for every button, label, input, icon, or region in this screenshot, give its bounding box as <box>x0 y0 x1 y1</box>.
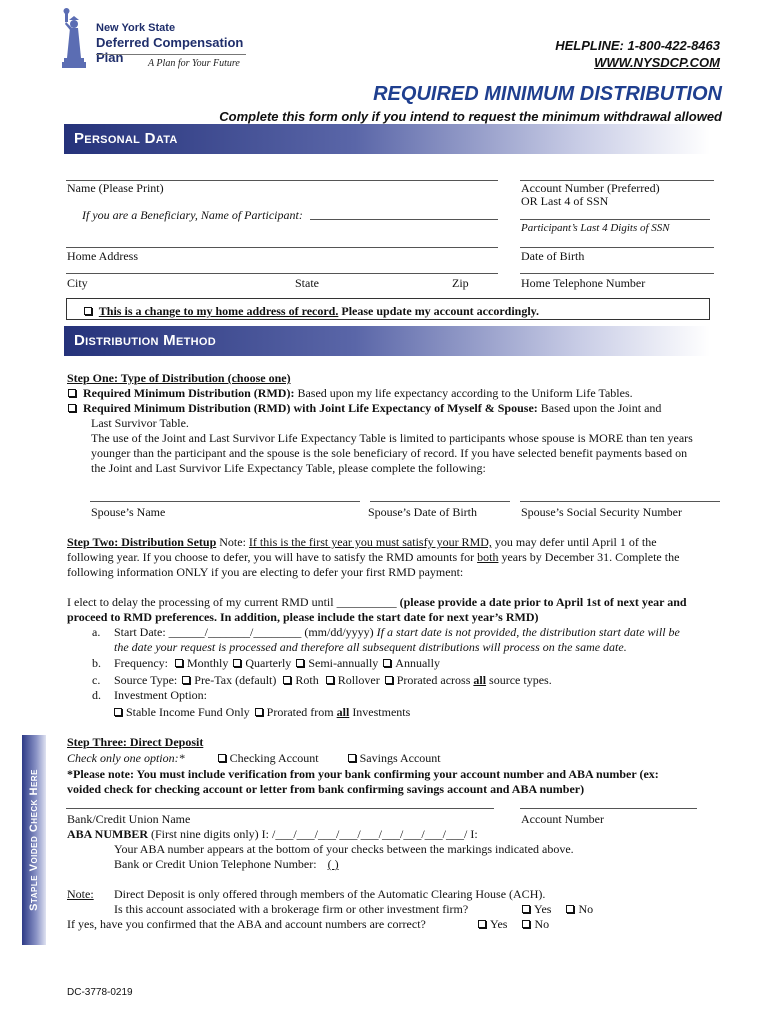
delay-text: I elect to delay the processing of my current RMD until <box>67 595 334 609</box>
brokerage-no-label: No <box>578 902 594 916</box>
rmd-option-desc: Based upon my life expectancy according to the Uniform Life Tables. <box>297 386 633 400</box>
aba-confirm-yes-label: Yes <box>490 917 508 931</box>
form-instruction: Complete this form only if you intend to request the minimum withdrawal allowed <box>219 109 722 124</box>
logo-divider <box>96 54 246 55</box>
bank-account-field[interactable] <box>520 808 697 809</box>
address-change-text: This is a change to my home address of record. <box>98 304 339 318</box>
address-change-checkbox[interactable] <box>84 307 92 315</box>
note-label: Note: <box>67 887 94 901</box>
monthly-label: Monthly <box>186 656 229 670</box>
item-d-marker: d. <box>92 688 101 702</box>
address-change-row <box>84 304 539 319</box>
verification-note-1: *Please note: You must include verification from your bank confirming your account number and ABA number (ex: <box>67 767 659 781</box>
account-label-2: OR Last 4 of SSN <box>521 194 609 208</box>
start-date-field[interactable]: Start Date: ______/_______/________ (mm/dd/yyyy) <box>114 625 374 639</box>
pretax-checkbox[interactable] <box>182 676 190 684</box>
frequency-row <box>114 656 440 671</box>
delay-instruction: (please provide a date prior to April 1st of next year and <box>399 595 687 609</box>
form-title: REQUIRED MINIMUM DISTRIBUTION <box>373 83 722 105</box>
aba-note: Your ABA number appears at the bottom of your checks between the markings indicated above. <box>114 842 574 856</box>
stable-income-checkbox[interactable] <box>114 708 122 716</box>
pretax-label: Pre-Tax (default) <box>194 673 277 687</box>
rollover-label: Rollover <box>337 673 380 687</box>
ach-note: Direct Deposit is only offered through members of the Automatic Clearing House (ACH). <box>114 887 546 901</box>
semi-annually-checkbox[interactable] <box>296 659 304 667</box>
bank-phone-row <box>114 857 339 872</box>
statue-of-liberty-icon <box>60 8 90 70</box>
home-address-field[interactable] <box>66 247 498 248</box>
dob-label: Date of Birth <box>521 249 585 263</box>
annually-label: Annually <box>395 656 440 670</box>
spouse-dob-field[interactable] <box>370 501 510 502</box>
phone-field[interactable] <box>520 273 714 274</box>
quarterly-label: Quarterly <box>245 656 292 670</box>
bank-phone-field[interactable]: ( ) <box>327 857 339 871</box>
rollover-checkbox[interactable] <box>326 676 334 684</box>
start-date-note: If a start date is not provided, the distribution start date will be <box>376 625 680 639</box>
brokerage-no-checkbox[interactable] <box>566 905 574 913</box>
city-label: City <box>67 276 88 290</box>
joint-note-1: The use of the Joint and Last Survivor Life Expectancy Table is limited to participants whose spouse is MORE than ten years <box>91 431 693 445</box>
start-date-row <box>114 625 680 640</box>
step2-title: Step Two: Distribution Setup <box>67 535 217 549</box>
aba-confirm-yes-checkbox[interactable] <box>478 920 486 928</box>
aba-label: ABA NUMBER <box>67 827 149 841</box>
rmd-joint-desc-2: Last Survivor Table. <box>91 416 189 430</box>
helpline: HELPLINE: 1-800-422-8463 <box>555 38 720 53</box>
participant-name-field[interactable] <box>310 219 498 220</box>
step2-line1 <box>67 535 657 550</box>
website-link[interactable]: WWW.NYSDCP.COM <box>594 55 720 70</box>
prorated-source-label: Prorated across <box>396 673 471 687</box>
prorated-source-checkbox[interactable] <box>385 676 393 684</box>
zip-label: Zip <box>452 276 469 290</box>
investment-option-label: Investment Option: <box>114 688 207 702</box>
bank-phone-label: Bank or Credit Union Telephone Number: <box>114 857 317 871</box>
item-c-marker: c. <box>92 673 101 687</box>
prorated-investments-all: all <box>336 705 350 719</box>
aba-row <box>67 827 478 842</box>
joint-note-2: younger than the participant and the spouse is the sole beneficiary of record. If you have selected benefit payments based on <box>91 446 688 460</box>
rmd-joint-desc: Based upon the Joint and <box>540 401 662 415</box>
step2-line2-both: both <box>477 550 499 564</box>
city-state-zip-field[interactable] <box>66 273 498 274</box>
quarterly-checkbox[interactable] <box>233 659 241 667</box>
participant-ssn-field[interactable] <box>520 219 710 220</box>
step2-line2-a: following year. If you choose to defer, you will have to satisfy the RMD amounts for <box>67 550 475 564</box>
step2-note-rest: you may defer until April 1 of the <box>494 535 657 549</box>
rmd-joint-label: Required Minimum Distribution (RMD) with Joint Life Expectancy of Myself & Spouse: <box>83 401 538 415</box>
rmd-option-label: Required Minimum Distribution (RMD): <box>83 386 295 400</box>
personal-data-header <box>64 124 710 154</box>
aba-confirm-no-checkbox[interactable] <box>522 920 530 928</box>
state-label: State <box>295 276 319 290</box>
step2-note-label: Note: <box>219 535 246 549</box>
step2-line3: following information ONLY if you are electing to defer your first RMD payment: <box>67 565 464 579</box>
home-address-label: Home Address <box>67 249 138 263</box>
spouse-name-label: Spouse’s Name <box>91 505 166 519</box>
source-type-row <box>114 673 552 688</box>
monthly-checkbox[interactable] <box>175 659 183 667</box>
prorated-source-rest: source types. <box>489 673 552 687</box>
joint-note-3: the Joint and Last Survivor Life Expectancy Table, please complete the following: <box>91 461 486 475</box>
item-a-marker: a. <box>92 625 101 639</box>
spouse-ssn-field[interactable] <box>520 501 720 502</box>
account-type-row <box>67 751 441 766</box>
delay-line1 <box>67 595 687 610</box>
org-line2: Deferred Compensation Plan <box>96 35 244 65</box>
prorated-investments-rest: Investments <box>352 705 411 719</box>
delay-line2: proceed to RMD preferences. In addition, please include the start date for next year’s RMD) <box>67 610 539 624</box>
aba-confirm-question: If yes, have you confirmed that the ABA and account numbers are correct? <box>67 917 426 931</box>
start-date-note-2: the date your request is processed and therefore all subsequent distributions will process on the same date. <box>114 640 627 654</box>
form-code: DC-3778-0219 <box>67 987 133 998</box>
investment-option-row <box>114 705 410 720</box>
name-label: Name (Please Print) <box>67 181 164 195</box>
beneficiary-label: If you are a Beneficiary, Name of Participant: <box>82 208 303 222</box>
annually-checkbox[interactable] <box>383 659 391 667</box>
roth-checkbox[interactable] <box>283 676 291 684</box>
address-change-rest: Please update my account accordingly. <box>341 304 540 318</box>
brokerage-yes-label: Yes <box>534 902 552 916</box>
org-line1: New York State <box>96 22 176 34</box>
step2-line2 <box>67 550 679 565</box>
phone-label: Home Telephone Number <box>521 276 646 290</box>
tagline: A Plan for Your Future <box>148 58 240 69</box>
bank-account-label: Account Number <box>521 812 604 826</box>
check-one-label: Check only one option:* <box>67 751 185 765</box>
spouse-ssn-label: Spouse’s Social Security Number <box>521 505 682 519</box>
frequency-label: Frequency: <box>114 656 168 670</box>
account-label-1: Account Number (Preferred) <box>521 181 660 195</box>
brokerage-answers <box>522 902 593 917</box>
savings-label: Savings Account <box>359 751 441 765</box>
spouse-name-field[interactable] <box>90 501 360 502</box>
brokerage-question: Is this account associated with a brokerage firm or other investment firm? <box>114 902 469 916</box>
checking-checkbox[interactable] <box>218 754 226 762</box>
brokerage-yes-checkbox[interactable] <box>522 905 530 913</box>
semi-annually-label: Semi-annually <box>308 656 379 670</box>
prorated-source-all: all <box>473 673 487 687</box>
prorated-investments-label: Prorated from <box>266 705 334 719</box>
step3-title: Step Three: Direct Deposit <box>67 735 204 749</box>
staple-voided-check-bar <box>22 735 46 945</box>
bank-name-label: Bank/Credit Union Name <box>67 812 191 826</box>
step1-title: Step One: Type of Distribution (choose one) <box>67 371 291 385</box>
item-b-marker: b. <box>92 656 101 670</box>
bank-name-field[interactable] <box>66 808 494 809</box>
rmd-joint-option <box>68 401 661 416</box>
delay-date-field[interactable]: __________ <box>336 595 397 609</box>
spouse-dob-label: Spouse’s Date of Birth <box>368 505 477 519</box>
dob-field[interactable] <box>520 247 714 248</box>
rmd-checkbox[interactable] <box>68 389 76 397</box>
distribution-method-title: Distribution Method <box>74 332 216 349</box>
personal-data-title: Personal Data <box>74 130 178 147</box>
checking-label: Checking Account <box>229 751 319 765</box>
roth-label: Roth <box>295 673 319 687</box>
aba-confirm-no-label: No <box>534 917 550 931</box>
distribution-method-header <box>64 326 710 356</box>
logo <box>60 8 250 78</box>
aba-number-field[interactable]: (First nine digits only) I: /___/___/___/___/___/___/___/___/___/ I: <box>151 827 478 841</box>
participant-ssn-label: Participant’s Last 4 Digits of SSN <box>521 222 670 234</box>
rmd-option <box>68 386 633 401</box>
aba-confirm-answers <box>478 917 549 932</box>
savings-checkbox[interactable] <box>348 754 356 762</box>
step2-line2-b: years by December 31. Complete the <box>501 550 680 564</box>
staple-voided-check-text: Staple Voided Check Here <box>28 769 40 911</box>
source-type-label: Source Type: <box>114 673 178 687</box>
step2-note-underlined: If this is the first year you must satisfy your RMD, <box>248 535 492 549</box>
prorated-investments-checkbox[interactable] <box>255 708 263 716</box>
rmd-joint-checkbox[interactable] <box>68 404 76 412</box>
verification-note-2: voided check for checking account or letter from bank confirming savings account and ABA number) <box>67 782 585 796</box>
stable-income-label: Stable Income Fund Only <box>126 705 250 719</box>
